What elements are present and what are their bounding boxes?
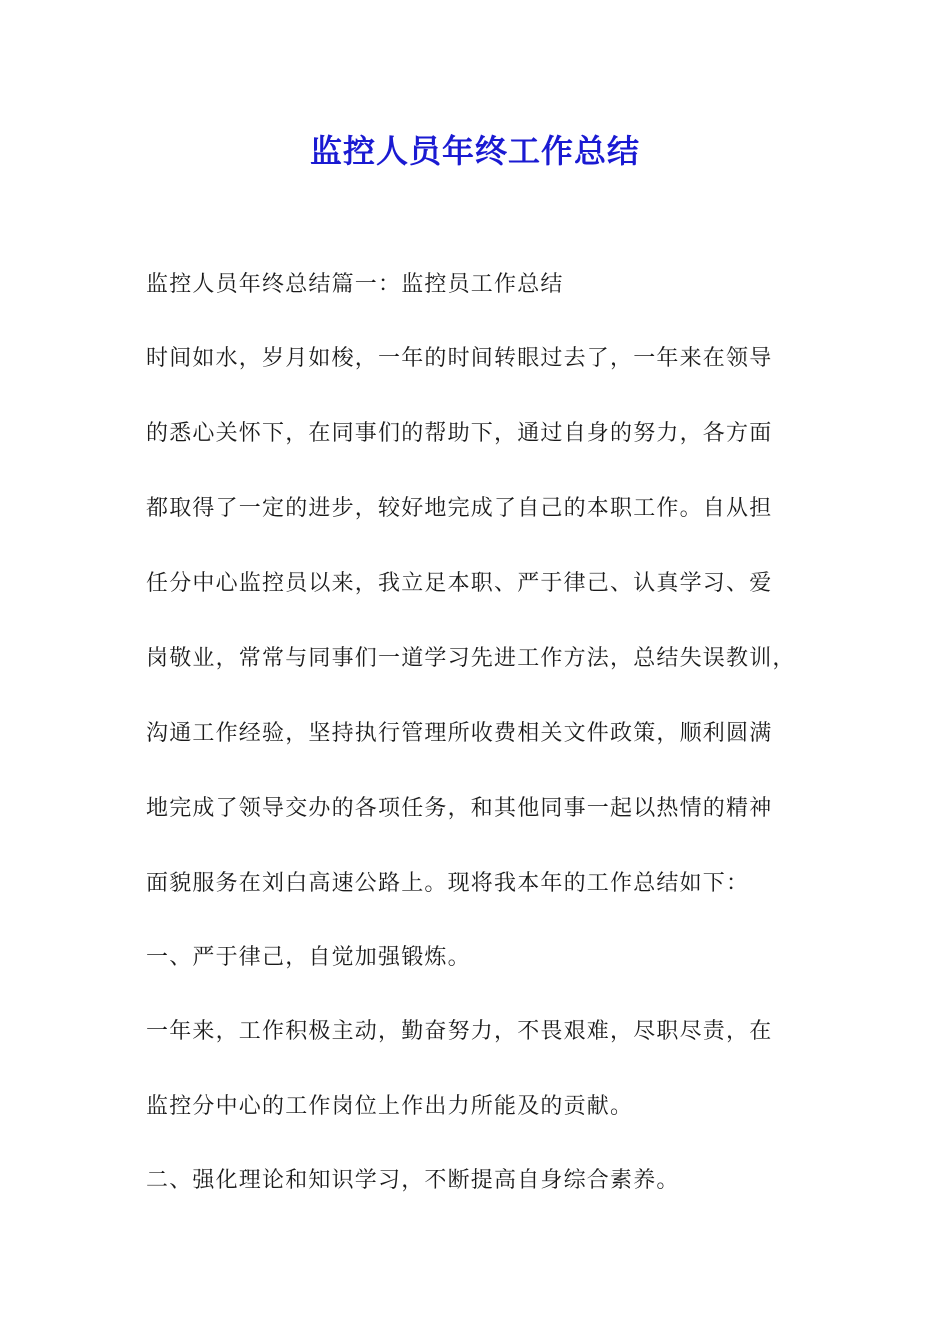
paragraph-line: 一年来，工作积极主动，勤奋努力，不畏艰难，尽职尽责，在 (146, 1019, 773, 1044)
section-heading-two: 二、强化理论和知识学习，不断提高自身综合素养。 (146, 1168, 680, 1193)
paragraph-line: 的悉心关怀下，在同事们的帮助下，通过自身的努力，各方面 (146, 421, 773, 446)
paragraph-line: 监控分中心的工作岗位上作出力所能及的贡献。 (146, 1094, 634, 1119)
section-heading-one: 一、严于律己，自觉加强锻炼。 (146, 945, 471, 970)
section-heading-part-one: 监控人员年终总结篇一：监控员工作总结 (146, 272, 564, 297)
paragraph-line: 地完成了领导交办的各项任务，和其他同事一起以热情的精神 (146, 796, 773, 821)
paragraph-line: 都取得了一定的进步，较好地完成了自己的本职工作。自从担 (146, 496, 773, 521)
paragraph-line: 时间如水，岁月如梭，一年的时间转眼过去了，一年来在领导 (146, 346, 773, 371)
paragraph-line: 岗敬业，常常与同事们一道学习先进工作方法，总结失误教训， (146, 646, 796, 671)
document-title: 监控人员年终工作总结 (309, 132, 640, 170)
paragraph-line: 面貌服务在刘白高速公路上。现将我本年的工作总结如下： (146, 871, 750, 896)
paragraph-line: 任分中心监控员以来，我立足本职、严于律己、认真学习、爱 (146, 571, 773, 596)
paragraph-line: 沟通工作经验，坚持执行管理所收费相关文件政策，顺利圆满 (146, 721, 773, 746)
